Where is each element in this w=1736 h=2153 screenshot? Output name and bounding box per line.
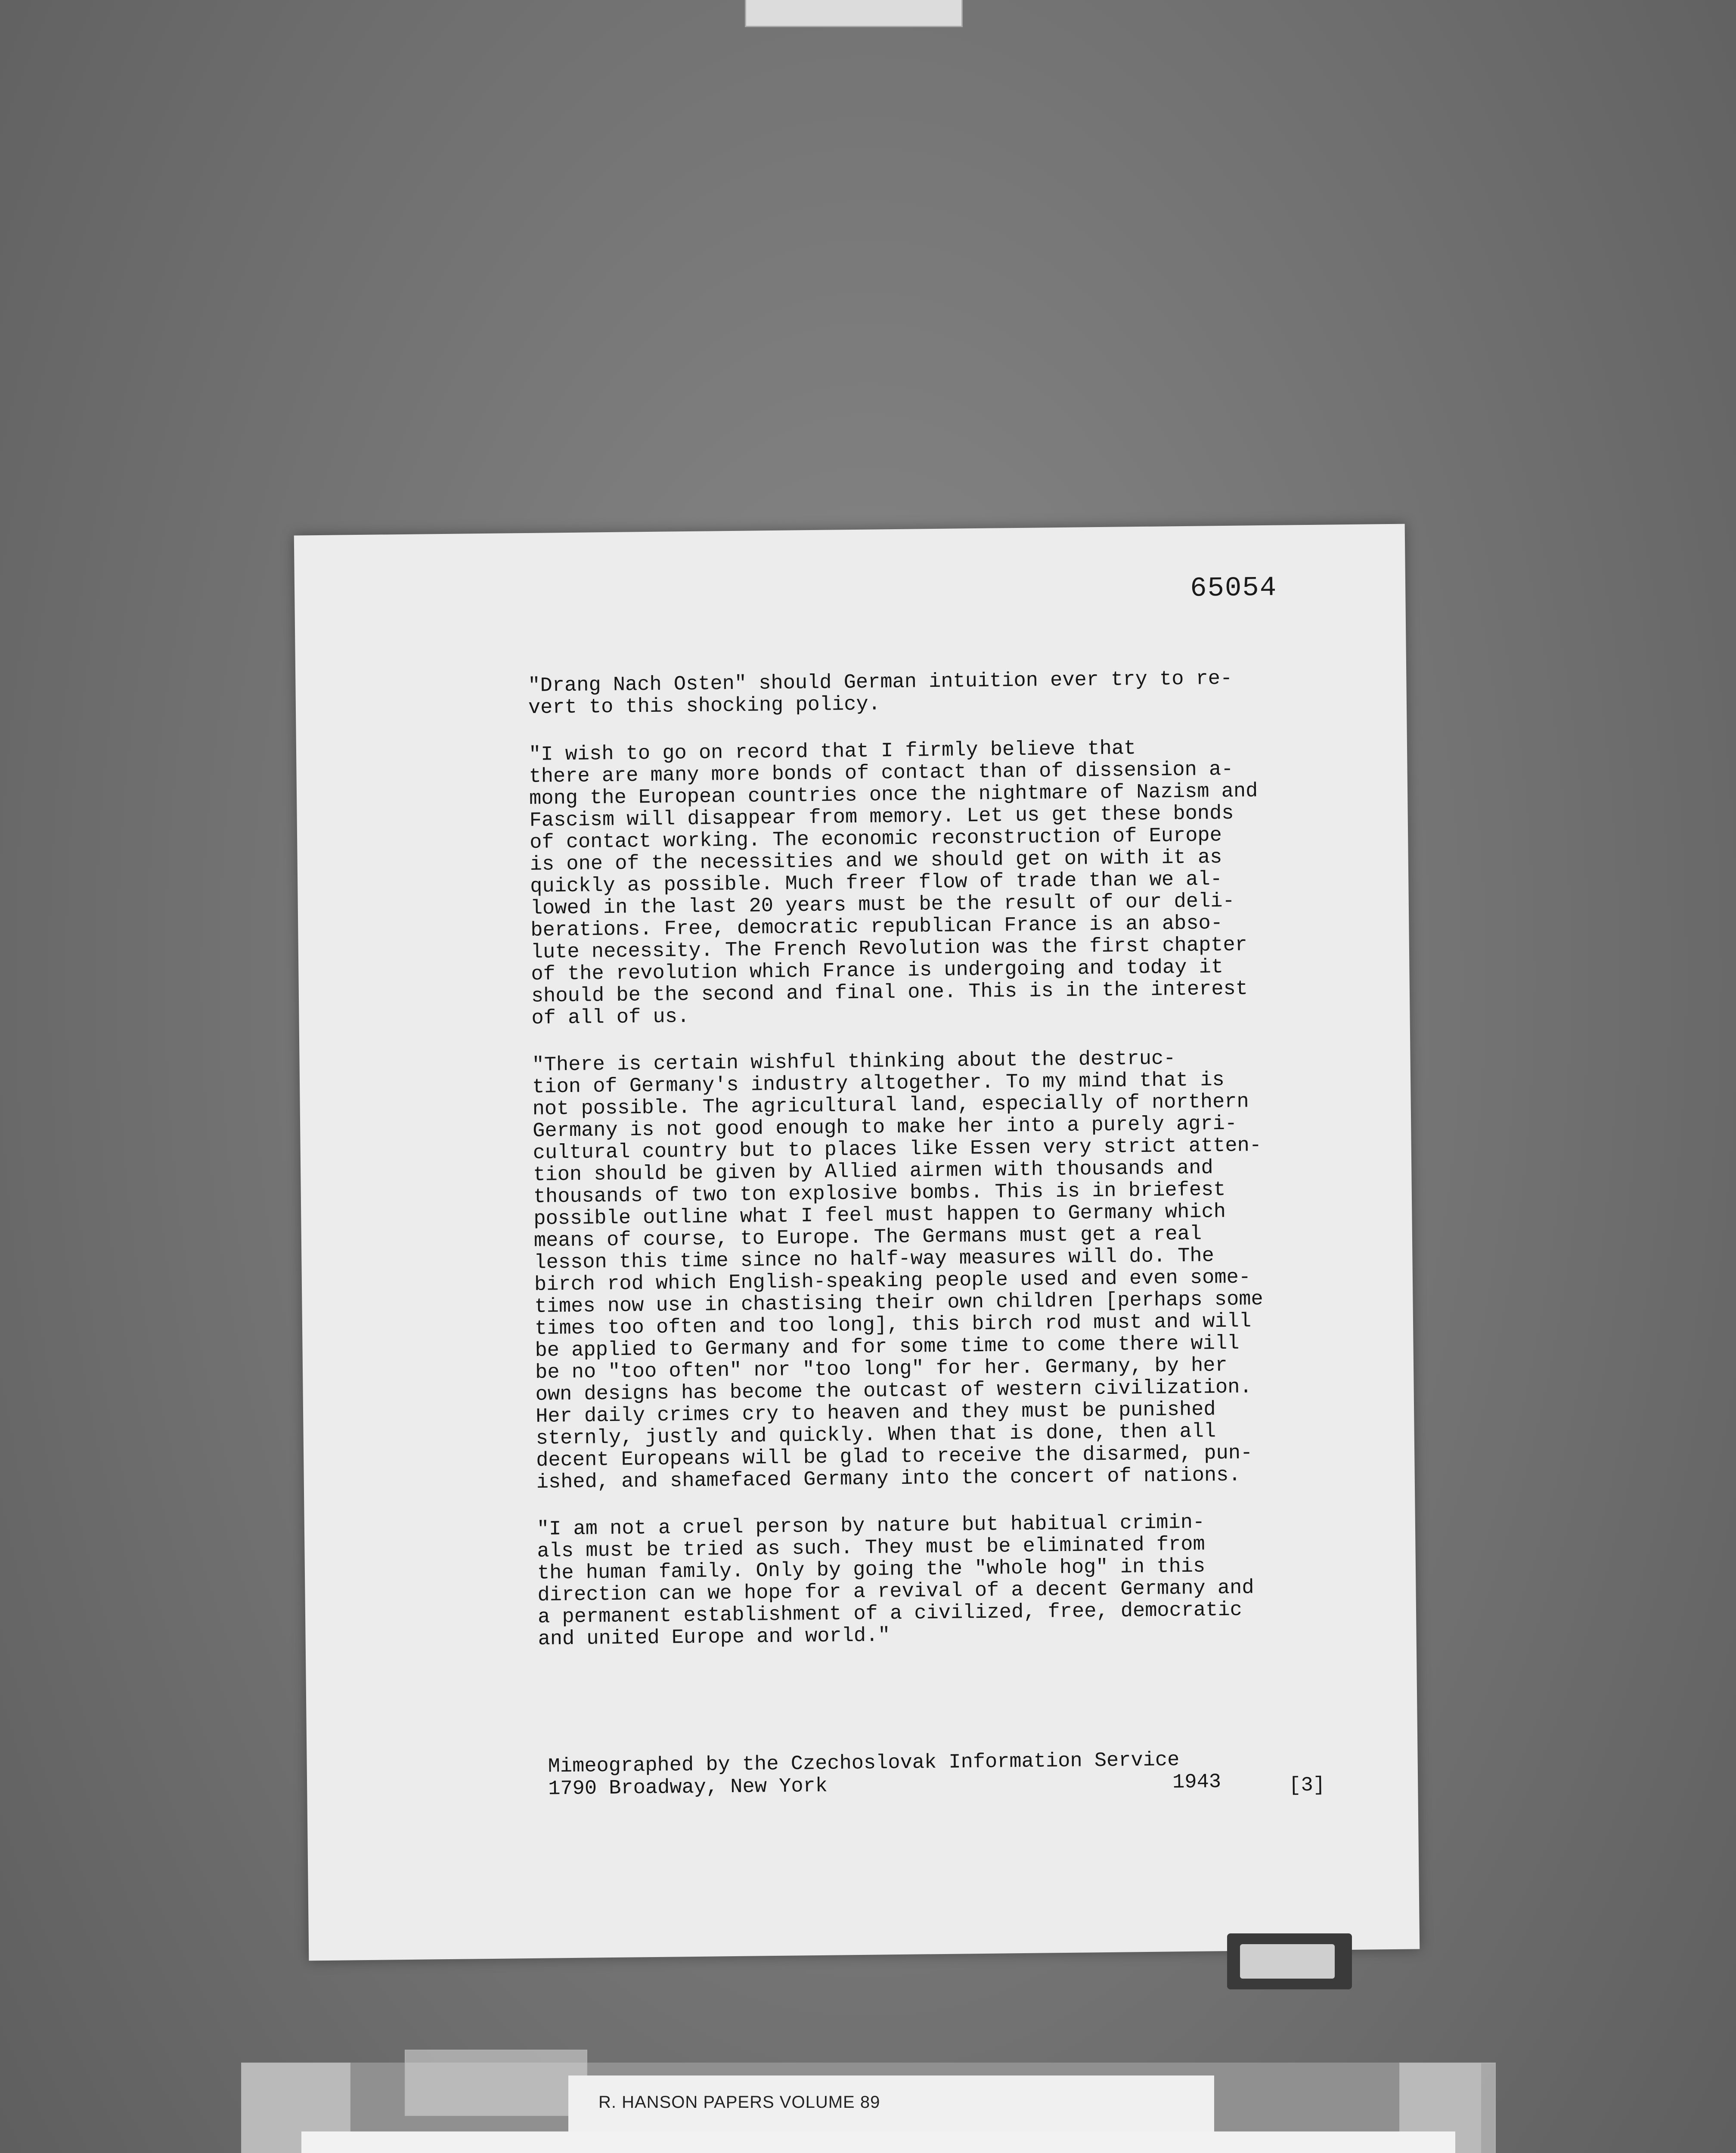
volume-label <box>568 2075 1214 2131</box>
document-body <box>528 667 1335 1675</box>
volume-label-text: R. HANSON PAPERS VOLUME 89 <box>598 2093 880 2112</box>
footer-page-reference: [3] <box>1288 1774 1326 1797</box>
paper-clip <box>1227 1933 1352 1989</box>
document-footer <box>548 1747 1366 1801</box>
page-number: 65054 <box>1190 572 1277 605</box>
top-paper-tab <box>745 0 963 27</box>
tape-top <box>405 2050 587 2116</box>
paragraph-2: "I wish to go on record that I firmly believe that there are many more bonds of contact than of dissension a- mong the European countries once the nightmare of Nazism and Fascism will disappear from memory. Let us get these bonds of contact working. The economic reconstruction of Europe is one of the necessities and we should get on with it as quickly as possible. Much freer flow of trade than we al- lowed in the last 20 years must be the result of our deli- berations. Free, democratic republican France is an abso- lute necessity. The French Revolution was the first chapter of the revolution which France is undergoing and today it should be the second and final one. This is in the interest of all of us. <box>528 737 1258 1030</box>
archive-card <box>301 2131 1455 2153</box>
footer-year: 1943 <box>1172 1771 1221 1794</box>
paper-clip-insert <box>1240 1944 1335 1979</box>
paragraph-1: "Drang Nach Osten" should German intuition ever try to re- vert to this shocking policy. <box>528 667 1233 720</box>
paragraph-3: "There is certain wishful thinking about the destruc- tion of Germany's industry altogether. To my mind that is not possible. The agricultural land, especially of northern Germany is not good enough to make her into a purely agri- cultural country but to places like Essen very strict atten- tion should be given by Allied airmen with thousands and thousands of two ton explosive bombs. This is in briefest possible outline what I feel must happen to Germany which means of course, to Europe. The Germans must get a real lesson this time since no half-way measures will do. The birch rod which English-speaking people used and even some- times now use in chastising their own children [perhaps some times too often and too long], this birch rod must and will be applied to Germany and for some time to come there will be no "too often" nor "too long" for her. Germany, by her own designs has become the outcast of western civilization. Her daily crimes cry to heaven and they must be punished sternly, justly and quickly. When that is done, then all decent Europeans will be glad to receive the disarmed, pun- ished, and shamefaced Germany into the concert of nations. <box>532 1047 1263 1494</box>
document-page <box>294 524 1420 1961</box>
paragraph-4: "I am not a cruel person by nature but habitual crimin- als must be tried as such. They must be eliminated from the human family. Only by going the "whole hog" in this direction can we hope for a revival of a decent Germany and a permanent establishment of a civilized, free, democratic and united Europe and world." <box>536 1511 1254 1651</box>
footer-address: 1790 Broadway, New York <box>548 1775 828 1801</box>
footer-publisher: Mimeographed by the Czechoslovak Information Service <box>548 1749 1180 1778</box>
